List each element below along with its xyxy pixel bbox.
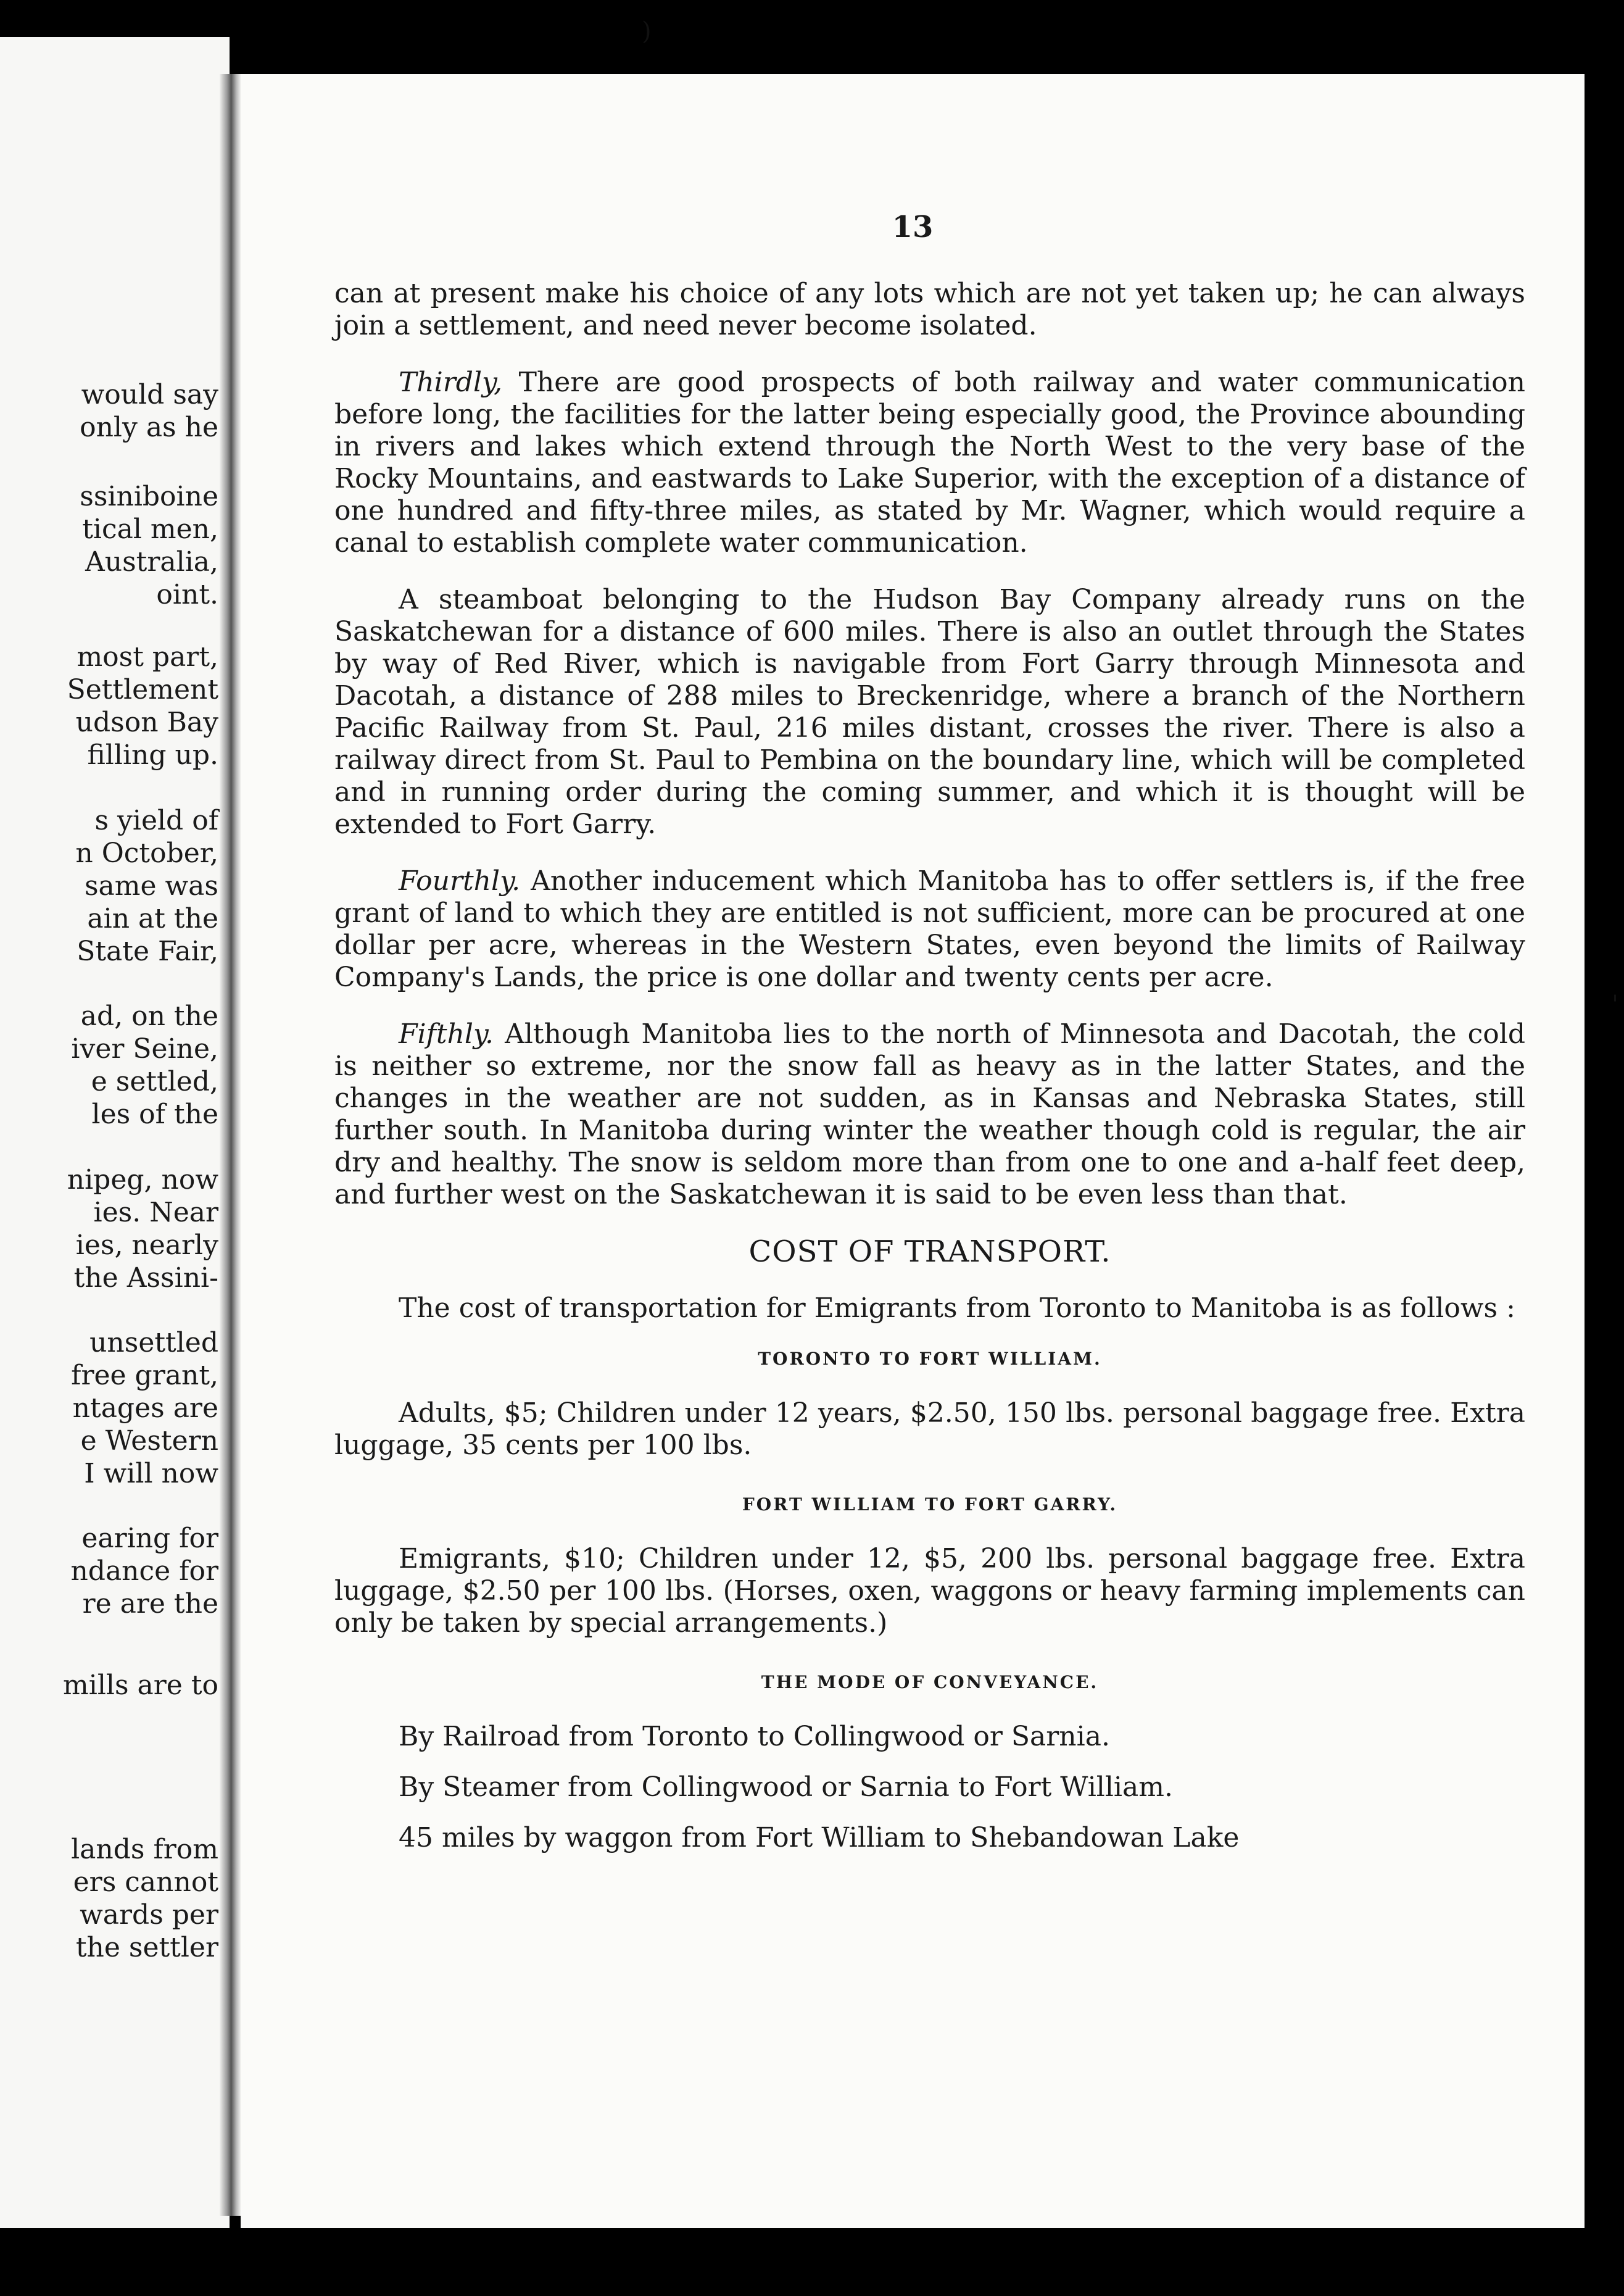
facing-page-line: les of the [91, 1099, 218, 1130]
book-page [241, 74, 1585, 2228]
steamboat-paragraph: A steamboat belonging to the Hudson Bay Company already runs on the Saskatchewan for a distance of 600 miles. There is also an outlet through the States by way of Red River, which is navigable from Fort Garry through Minnesota and Dacotah, a distance of 288 miles to Breckenridge, where a branch of the Northern Pacific Railway from St. Paul, 216 miles distant, crosses the river. There is also a railway direct from St. Paul to Pembina on the boundary line, which will be completed and in running order during the coming summer, and which it is thought will be extended to Fort Garry. [334, 584, 1525, 840]
facing-page-line: same was [84, 870, 218, 902]
thirdly-paragraph [334, 367, 1525, 559]
fifthly-paragraph [334, 1018, 1525, 1211]
facing-page-line: I will now [84, 1458, 218, 1489]
fifthly-lead: Fifthly. [399, 1018, 494, 1050]
facing-page-line: free grant, [71, 1360, 218, 1391]
facing-page-line: e Western [80, 1425, 218, 1457]
facing-page-line: Australia, [85, 546, 218, 578]
facing-page-line: ssiniboine [80, 481, 218, 512]
facing-page-line: ain at the [87, 903, 218, 934]
facing-page-line: ntages are [72, 1392, 218, 1424]
route-toronto-fort-william-heading: TORONTO TO FORT WILLIAM. [758, 1349, 1102, 1369]
scan-speck: ) [642, 17, 652, 46]
fourthly-lead: Fourthly. [399, 865, 521, 897]
facing-page-line: Settlement [67, 674, 218, 705]
facing-page-line: earing for [81, 1523, 218, 1554]
page-number: 13 [892, 210, 934, 244]
mode-of-conveyance-heading: THE MODE OF CONVEYANCE. [761, 1672, 1099, 1692]
facing-page-line: unsettled [89, 1327, 218, 1358]
cost-intro-paragraph: The cost of transportation for Emigrants from Toronto to Manitoba is as follows : [399, 1292, 1515, 1324]
facing-page-line: re are the [82, 1588, 218, 1620]
facing-page-line: ad, on the [80, 1000, 218, 1032]
facing-page-line: mills are to [63, 1670, 218, 1701]
conveyance-waggon: 45 miles by waggon from Fort William to Shebandowan Lake [399, 1822, 1240, 1853]
conveyance-steamer: By Steamer from Collingwood or Sarnia to Fort William. [399, 1771, 1173, 1803]
fourthly-text: Another inducement which Manitoba has to offer settlers is, if the free grant of land to which they are entitled is not sufficient, more can be procured at one dollar per acre, whereas in the Western States, even beyond the limits of Railway Company's Lands, the price is one dollar and twenty cents per acre. [334, 865, 1525, 993]
route-fort-william-fort-garry-fares: Emigrants, $10; Children under 12, $5, 200 lbs. personal baggage free. Extra luggage, $2.50 per 100 lbs. (Horses, oxen, waggons or heavy farming implements can only be taken by special arrangements.) [334, 1543, 1525, 1639]
facing-page-line: oint. [156, 579, 218, 610]
facing-page-edge [0, 37, 230, 2228]
facing-page-line: ndance for [70, 1555, 218, 1587]
facing-page-line: most part, [77, 641, 218, 673]
facing-page-line: only as he [80, 412, 218, 443]
facing-page-line: would say [81, 379, 218, 410]
cost-of-transport-heading: COST OF TRANSPORT. [748, 1234, 1111, 1269]
route-toronto-fort-william-fares: Adults, $5; Children under 12 years, $2.50, 150 lbs. personal baggage free. Extra luggage, 35 cents per 100 lbs. [334, 1397, 1525, 1461]
facing-page-line: nipeg, now [67, 1164, 218, 1196]
facing-page-line: ies. Near [93, 1197, 218, 1228]
route-fort-william-fort-garry-heading: FORT WILLIAM TO FORT GARRY. [742, 1494, 1118, 1515]
facing-page-line: the Assini- [73, 1262, 218, 1294]
facing-page-line: tical men, [82, 514, 218, 545]
facing-page-line: iver Seine, [71, 1033, 218, 1065]
conveyance-railroad: By Railroad from Toronto to Collingwood or Sarnia. [399, 1721, 1110, 1752]
facing-page-line: filling up. [87, 739, 218, 771]
facing-page-line: udson Bay [75, 707, 218, 738]
thirdly-lead: Thirdly, [399, 367, 503, 398]
thirdly-text: There are good prospects of both railway and water communication before long, the facilities for the latter being especially good, the Province abounding in rivers and lakes which extend through the North West to the very base of the Rocky Mountains, and eastwards to Lake Superior, with the exception of a distance of one hundred and fifty-three miles, as stated by Mr. Wagner, which would require a canal to establish complete water communication. [334, 367, 1525, 559]
fourthly-paragraph [334, 865, 1525, 994]
facing-page-line: State Fair, [77, 936, 218, 967]
fifthly-text: Although Manitoba lies to the north of Minnesota and Dacotah, the cold is neither so extreme, nor the snow fall as heavy as in the latter States, and the changes in the weather are not sudden, as in Kansas and Nebraska States, still further south. In Manitoba during winter the weather though cold is regular, the air dry and healthy. The snow is seldom more than from one to one and a-half feet deep, and further west on the Saskatchewan it is said to be even less than that. [334, 1018, 1525, 1210]
facing-page-line: lands from [71, 1834, 218, 1865]
facing-page-line: e settled, [91, 1066, 218, 1097]
facing-page-line: ers cannot [73, 1866, 218, 1898]
book-gutter [220, 74, 241, 2216]
facing-page-line: wards per [80, 1899, 218, 1931]
facing-page-line: n October, [75, 838, 218, 869]
intro-paragraph: can at present make his choice of any lots which are not yet taken up; he can always join a settlement, and need never become isolated. [334, 278, 1525, 341]
page-body [334, 278, 1525, 1854]
scan-speck: ' [1612, 991, 1618, 1019]
facing-page-line: the settler [75, 1932, 218, 1963]
facing-page-line: ies, nearly [75, 1229, 218, 1261]
facing-page-line: s yield of [94, 805, 218, 836]
